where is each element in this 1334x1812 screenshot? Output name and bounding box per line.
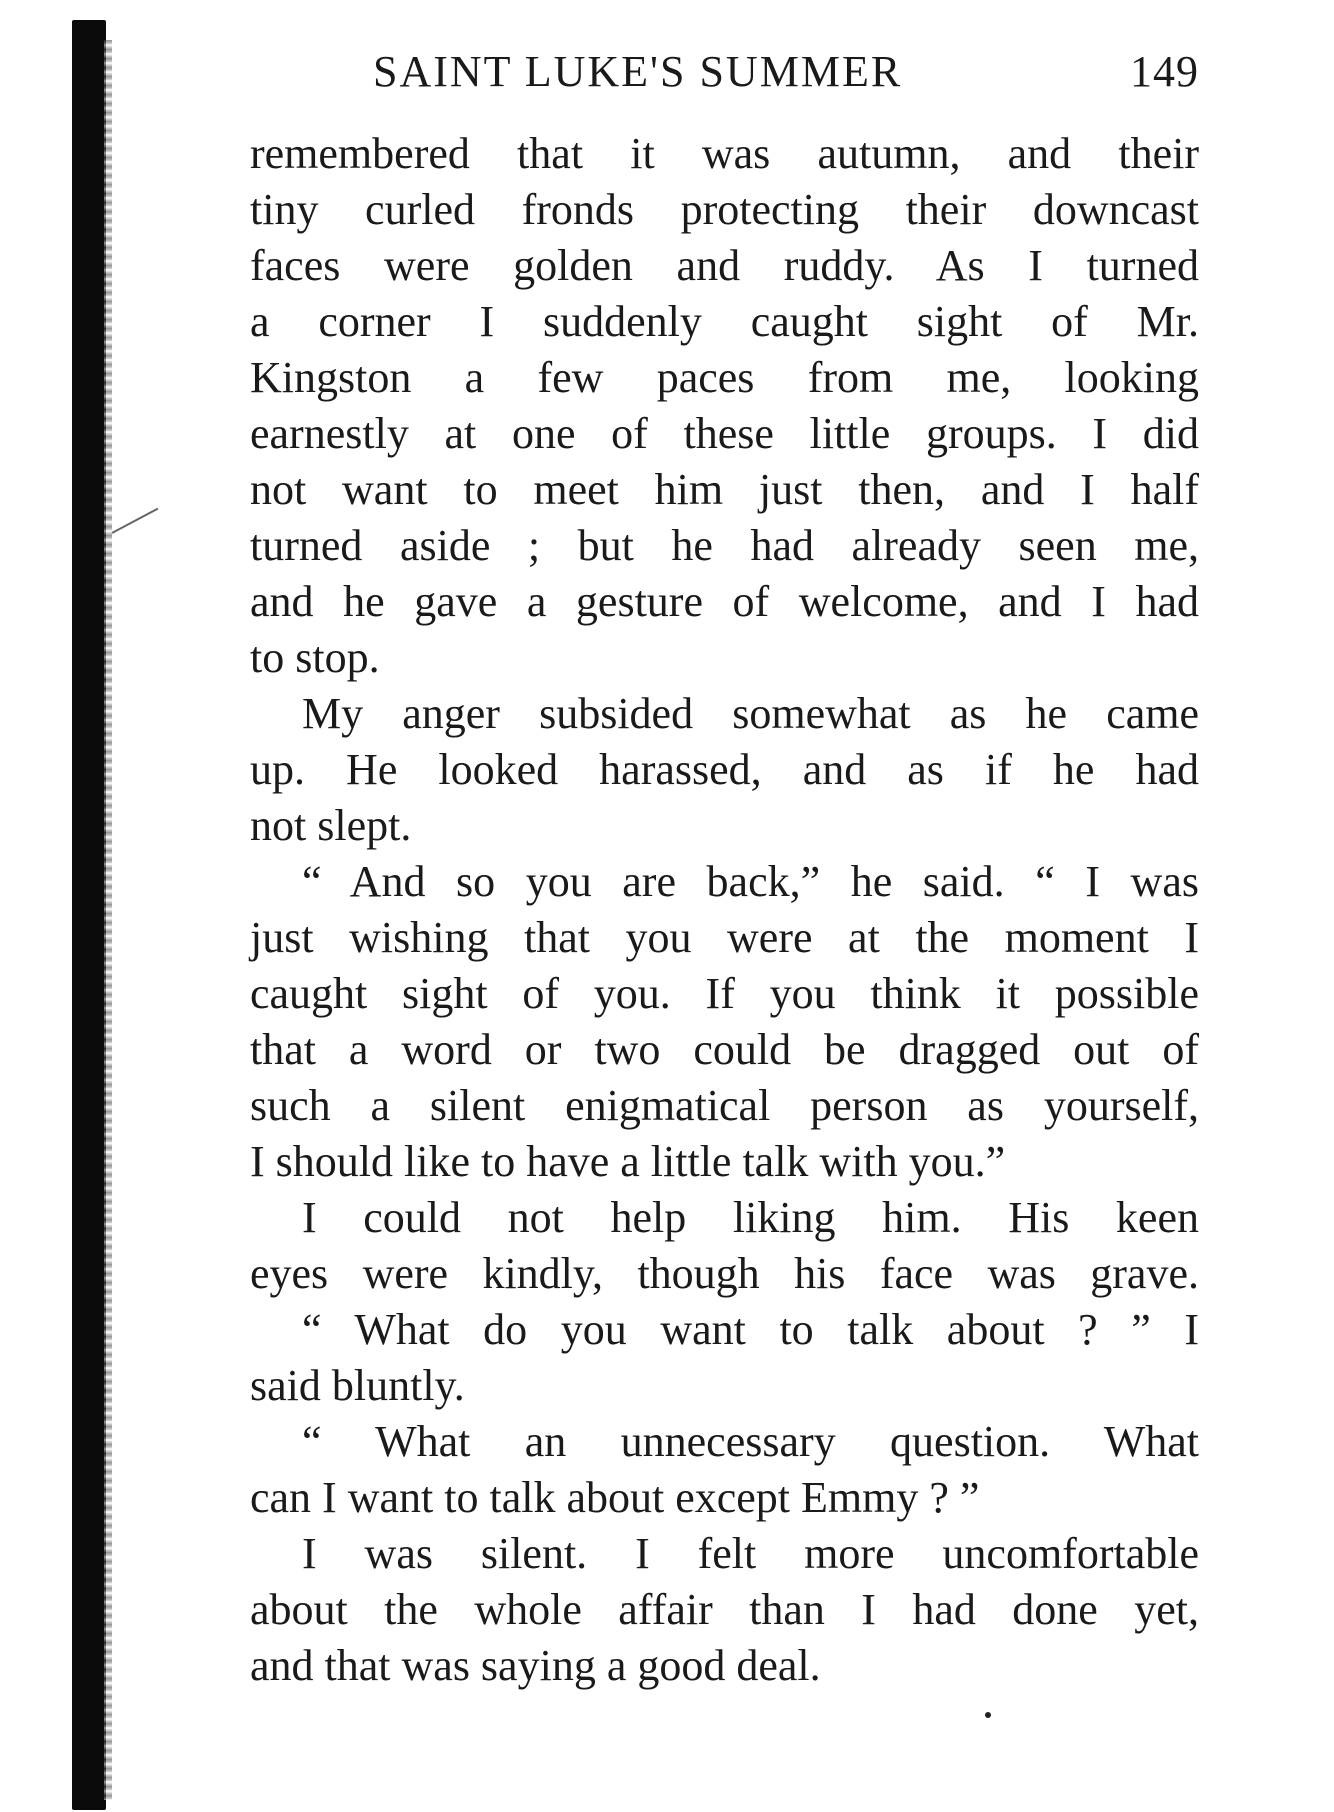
text-line: I was silent. I felt more uncomfortable [302,1529,1199,1578]
text-line: “ What an unnecessary question. What [302,1417,1199,1466]
running-header [373,46,1199,98]
running-title: SAINT LUKE'S SUMMER [373,47,903,96]
text-line: not want to meet him just then, and I half [250,465,1199,514]
text-line: Kingston a few paces from me, looking [250,353,1199,402]
text-line: a corner I suddenly caught sight of Mr. [250,297,1199,346]
text-line: and that was saying a good deal. [250,1641,821,1690]
text-line: caught sight of you. If you think it possible [250,969,1199,1018]
text-line: earnestly at one of these little groups. I did [250,409,1199,458]
text-line: “ And so you are back,” he said. “ I was [302,857,1199,906]
page-number: 149 [1130,47,1199,96]
ink-dot [985,1712,991,1718]
text-line: can I want to talk about except Emmy ? ” [250,1473,980,1522]
binding-shadow [72,20,106,1810]
binding-edge [104,40,112,1800]
text-line: I could not help liking him. His keen [302,1193,1199,1242]
text-line: such a silent enigmatical person as yourself, [250,1081,1199,1130]
text-line: and he gave a gesture of welcome, and I had [250,577,1199,626]
text-line: My anger subsided somewhat as he came [302,689,1199,738]
text-line: remembered that it was autumn, and their [250,129,1199,178]
text-line: eyes were kindly, though his face was grave. [250,1249,1199,1298]
text-line: up. He looked harassed, and as if he had [250,745,1199,794]
text-line: said bluntly. [250,1361,465,1410]
stray-pencil-mark [112,508,159,534]
text-line: about the whole affair than I had done yet, [250,1585,1199,1634]
text-line: turned aside ; but he had already seen me, [250,521,1199,570]
text-line: that a word or two could be dragged out of [250,1025,1199,1074]
text-line: to stop. [250,633,380,682]
text-line: “ What do you want to talk about ? ” I [302,1305,1199,1354]
text-line: just wishing that you were at the moment I [250,913,1199,962]
body-text [250,126,1199,1694]
text-line: faces were golden and ruddy. As I turned [250,241,1199,290]
text-line: not slept. [250,801,412,850]
text-line: I should like to have a little talk with you.” [250,1137,1006,1186]
text-line: tiny curled fronds protecting their downcast [250,185,1199,234]
